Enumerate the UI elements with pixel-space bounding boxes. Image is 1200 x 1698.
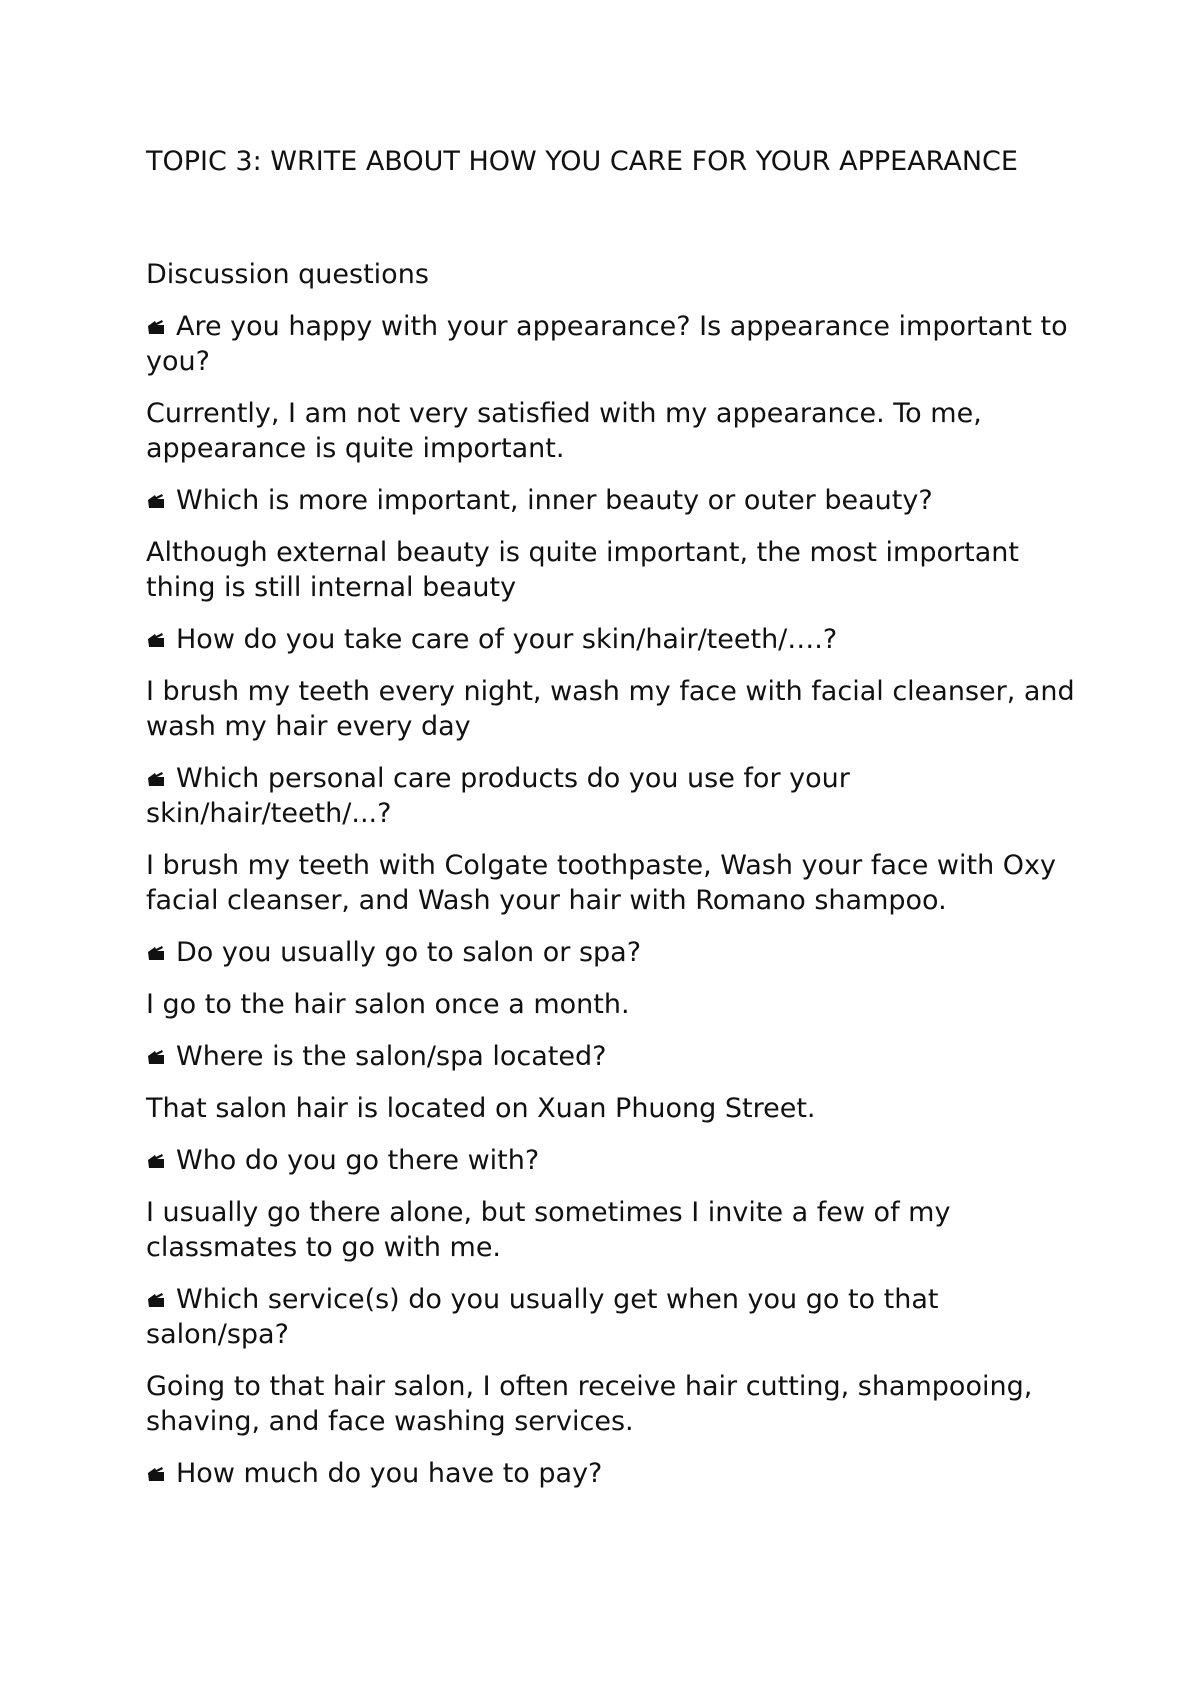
question [146, 1456, 1076, 1491]
answer: I usually go there alone, but sometimes I invite a few of my classmates to go with me. [146, 1197, 951, 1263]
qa-item [146, 935, 1076, 1022]
writing-hand-icon [146, 630, 166, 650]
qa-item [146, 1039, 1076, 1126]
qa-list [146, 309, 1076, 1491]
question [146, 1039, 1076, 1074]
question-text: Which service(s) do you usually get when you go to that salon/spa? [146, 1284, 939, 1350]
question [146, 935, 1076, 970]
question [146, 1282, 1076, 1352]
question-text: How do you take care of your skin/hair/teeth/….? [176, 624, 838, 655]
answer: I brush my teeth every night, wash my face with facial cleanser, and wash my hair every day [146, 676, 1075, 742]
section-heading: Discussion questions [146, 259, 429, 290]
question-text: Do you usually go to salon or spa? [176, 937, 642, 968]
answer: Going to that hair salon, I often receive hair cutting, shampooing, shaving, and face washing services. [146, 1371, 1033, 1437]
writing-hand-icon [146, 1047, 166, 1067]
qa-item [146, 309, 1076, 466]
writing-hand-icon [146, 317, 166, 337]
qa-item [146, 1456, 1076, 1491]
qa-item [146, 761, 1076, 918]
answer: I go to the hair salon once a month. [146, 989, 630, 1020]
question [146, 483, 1076, 518]
writing-hand-icon [146, 1290, 166, 1310]
writing-hand-icon [146, 769, 166, 789]
answer: I brush my teeth with Colgate toothpaste, Wash your face with Oxy facial cleanser, and Wash your hair with Romano shampoo. [146, 850, 1056, 916]
page-title: TOPIC 3: WRITE ABOUT HOW YOU CARE FOR YOUR APPEARANCE [146, 146, 1018, 177]
answer: Currently, I am not very satisfied with my appearance. To me, appearance is quite important. [146, 398, 982, 464]
writing-hand-icon [146, 1151, 166, 1171]
qa-item [146, 483, 1076, 605]
question-text: Which is more important, inner beauty or outer beauty? [176, 485, 933, 516]
answer: Although external beauty is quite important, the most important thing is still internal beauty [146, 537, 1019, 603]
question-text: Who do you go there with? [176, 1145, 540, 1176]
writing-hand-icon [146, 1464, 166, 1484]
question-text: Which personal care products do you use for your skin/hair/teeth/...? [146, 763, 850, 829]
question-text: Where is the salon/spa located? [176, 1041, 607, 1072]
writing-hand-icon [146, 943, 166, 963]
qa-item [146, 1282, 1076, 1439]
question [146, 761, 1076, 831]
question-text: Are you happy with your appearance? Is appearance important to you? [146, 311, 1068, 377]
question [146, 309, 1076, 379]
document-page [146, 144, 1076, 1508]
question [146, 1143, 1076, 1178]
writing-hand-icon [146, 491, 166, 511]
question-text: How much do you have to pay? [176, 1458, 603, 1489]
qa-item [146, 622, 1076, 744]
qa-item [146, 1143, 1076, 1265]
question [146, 622, 1076, 657]
answer: That salon hair is located on Xuan Phuong Street. [146, 1093, 816, 1124]
